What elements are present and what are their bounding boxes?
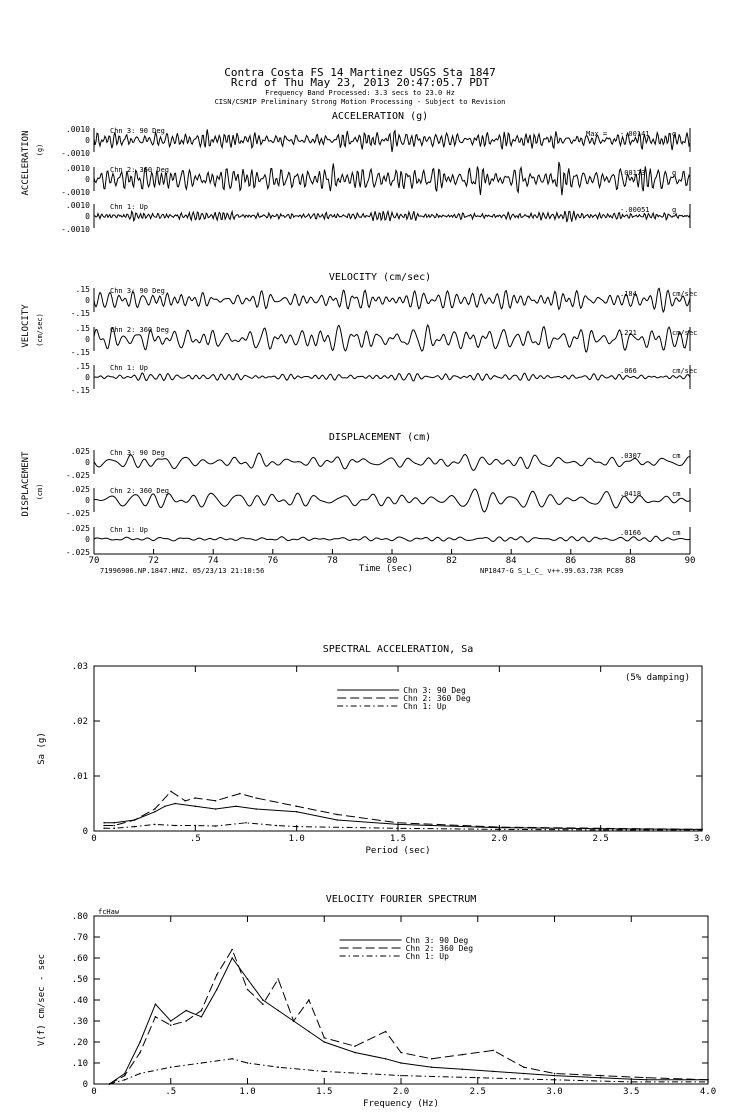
vel-title: VELOCITY (cm/sec) xyxy=(328,272,432,283)
series-2-point xyxy=(103,825,105,827)
disp-trace-1-peak: .0307 xyxy=(620,452,642,460)
series-2-point xyxy=(255,797,257,799)
series-2-point xyxy=(184,800,186,802)
header-record: Rcrd of Thu May 23, 2013 20:47:05.7 PDT xyxy=(230,76,490,89)
x-tick-label: 1.5 xyxy=(389,834,407,844)
disp-ylabel: DISPLACEMENT xyxy=(21,451,31,517)
x-tick-label: 2.0 xyxy=(392,1087,410,1097)
header-station: Contra Costa FS 14 Martinez USGS Sta 1847 xyxy=(224,66,496,79)
series-1-point xyxy=(308,1031,310,1033)
series-1-point xyxy=(600,1077,602,1079)
series-3-point xyxy=(201,1062,203,1064)
disp-trace-1-channel: Chn 3: 90 Deg xyxy=(110,449,165,457)
accel-trace-3-unit: g xyxy=(672,206,677,214)
disp-trace-3-ytop: .025 xyxy=(70,524,90,533)
accel-trace-3-peak: -.00051 xyxy=(620,206,650,214)
series-1-point xyxy=(255,808,257,810)
legend-label-2: Chn 2: 360 Deg xyxy=(405,944,474,953)
chart-frame xyxy=(94,916,708,1084)
chart-note: (5% damping) xyxy=(624,673,690,683)
series-3-point xyxy=(113,827,115,829)
series-1-point xyxy=(215,808,217,810)
series-2-point xyxy=(385,1031,387,1033)
accel-trace-3-ytop: .0010 xyxy=(65,201,90,210)
series-1-point xyxy=(231,957,233,959)
series-1-point xyxy=(397,824,399,826)
series-2-point xyxy=(354,1045,356,1047)
vel-trace-1-unit: cm/sec xyxy=(672,290,698,298)
disp-trace-3-peak: .0166 xyxy=(620,529,642,537)
series-2-point xyxy=(277,978,279,980)
y-tick-label: .50 xyxy=(71,975,88,985)
accel-trace-2-ymid: 0 xyxy=(85,175,90,184)
legend-label-3: Chn 1: Up xyxy=(405,952,449,961)
legend-label-1: Chn 3: 90 Deg xyxy=(405,936,469,945)
series-1-point xyxy=(462,1069,464,1071)
time-axis-tick-label: 70 xyxy=(88,556,100,566)
disp-trace-2-peak: .0418 xyxy=(620,490,642,498)
series-1-point xyxy=(185,1010,187,1012)
series-2-point xyxy=(247,989,249,991)
accel-trace-1-ytop: .0010 xyxy=(65,125,90,134)
series-1-point xyxy=(113,822,115,824)
x-tick-label: .5 xyxy=(189,834,201,844)
vel-trace-2-ymid: 0 xyxy=(85,335,90,344)
vel-trace-2-peak: .221 xyxy=(620,329,637,337)
series-2-point xyxy=(323,1037,325,1039)
time-axis-tick-label: 90 xyxy=(684,556,696,566)
series-2-point xyxy=(155,1016,157,1018)
series-2-point xyxy=(170,791,172,793)
series-2-point xyxy=(499,826,501,828)
x-tick-label: 1.0 xyxy=(239,1087,256,1097)
accel-trace-3-line xyxy=(94,211,690,222)
series-3-point xyxy=(170,1066,172,1068)
series-3-point xyxy=(276,825,278,827)
series-line-3 xyxy=(109,1059,708,1084)
series-2-point xyxy=(293,1020,295,1022)
vel-trace-2-unit: cm/sec xyxy=(672,329,698,337)
series-1-point xyxy=(103,822,105,824)
vel-trace-1-peak: .184 xyxy=(620,290,637,298)
series-2-point xyxy=(113,825,115,827)
series-2-point xyxy=(492,1050,494,1052)
series-1-point xyxy=(139,1041,141,1043)
time-axis-label: Time (sec) xyxy=(358,564,414,574)
accel-trace-2-peak: .00173 xyxy=(620,169,646,177)
time-axis-tick-label: 84 xyxy=(505,556,517,566)
x-tick-label: 2.5 xyxy=(592,834,609,844)
series-2-point xyxy=(239,793,241,795)
time-axis-tick-label: 86 xyxy=(565,556,577,566)
series-1-point xyxy=(354,1052,356,1054)
accel-max-prefix: Max = xyxy=(586,130,608,138)
series-2-point xyxy=(523,1066,525,1068)
header-band: Frequency Band Processed: 3.3 secs to 23.0 Hz xyxy=(265,89,455,97)
series-1-point xyxy=(385,1058,387,1060)
series-2-point xyxy=(600,827,602,829)
x-tick-label: 0 xyxy=(91,1087,97,1097)
series-3-point xyxy=(323,1071,325,1073)
disp-unit: (cm) xyxy=(36,483,44,501)
time-axis-tick-label: 78 xyxy=(326,556,338,566)
vel-trace-1-ybot: -.15 xyxy=(70,309,90,318)
time-axis-tick-label: 88 xyxy=(624,556,636,566)
series-2-point xyxy=(397,822,399,824)
series-3-point xyxy=(397,827,399,829)
vel-trace-1-ytop: .15 xyxy=(75,285,90,294)
accel-trace-3-ymid: 0 xyxy=(85,212,90,221)
series-2-point xyxy=(296,805,298,807)
disp-trace-2-ybot: -.025 xyxy=(65,509,90,518)
disp-trace-1-ybot: -.025 xyxy=(65,471,90,480)
series-1-point xyxy=(164,805,166,807)
series-2-point xyxy=(185,1020,187,1022)
disp-trace-2-unit: cm xyxy=(672,490,681,498)
y-tick-label: .20 xyxy=(71,1038,88,1048)
x-tick-label: 2.5 xyxy=(469,1087,486,1097)
series-1-point xyxy=(431,1066,433,1068)
accel-trace-1-channel: Chn 3: 90 Deg xyxy=(110,127,165,135)
time-history-traces xyxy=(61,125,697,557)
series-3-point xyxy=(195,825,197,827)
series-1-point xyxy=(323,1041,325,1043)
y-tick-label: .30 xyxy=(71,1017,88,1027)
series-3-point xyxy=(499,829,501,831)
x-tick-label: 4.0 xyxy=(699,1087,717,1097)
legend-label-3: Chn 1: Up xyxy=(403,702,447,711)
disp-trace-3-ybot: -.025 xyxy=(65,548,90,557)
series-1-point xyxy=(262,999,264,1001)
accel-trace-1-unit: g xyxy=(672,130,677,138)
series-3-point xyxy=(139,1073,141,1075)
series-2-point xyxy=(646,1077,648,1079)
accel-trace-2-ytop: .0010 xyxy=(65,164,90,173)
series-1-point xyxy=(170,1020,172,1022)
time-axis-tick-label: 82 xyxy=(446,556,458,566)
series-3-point xyxy=(103,827,105,829)
x-axis-label: Period (sec) xyxy=(365,846,431,856)
series-3-point xyxy=(296,826,298,828)
vel-trace-3-ymid: 0 xyxy=(85,373,90,382)
accel-trace-2-ybot: -.0010 xyxy=(61,188,90,197)
series-3-point xyxy=(231,1058,233,1060)
series-2-point xyxy=(201,1010,203,1012)
disp-trace-2-line xyxy=(94,489,690,512)
disp-trace-1-ytop: .025 xyxy=(70,447,90,456)
series-3-point xyxy=(600,829,602,831)
series-3-point xyxy=(215,825,217,827)
series-2-point xyxy=(262,1003,264,1005)
series-3-point xyxy=(245,822,247,824)
accel-trace-3-ybot: -.0010 xyxy=(61,225,90,234)
x-tick-label: 2.0 xyxy=(491,834,508,844)
y-axis-label: V(f) cm/sec - sec xyxy=(37,953,47,1047)
series-1-point xyxy=(154,811,156,813)
disp-trace-2-channel: Chn 2: 360 Deg xyxy=(110,487,170,495)
series-3-point xyxy=(707,1081,709,1083)
time-axis-tick-label: 74 xyxy=(207,556,219,566)
series-1-point xyxy=(277,1010,279,1012)
accel-trace-3-channel: Chn 1: Up xyxy=(110,203,148,211)
series-3-point xyxy=(701,829,703,831)
series-1-point xyxy=(247,978,249,980)
y-tick-label: 0 xyxy=(82,1080,88,1090)
vel-trace-2-channel: Chn 2: 360 Deg xyxy=(110,326,170,334)
series-1-point xyxy=(492,1071,494,1073)
series-2-point xyxy=(462,1054,464,1056)
disp-trace-1-line xyxy=(94,453,690,470)
vel-trace-3-line xyxy=(94,373,690,381)
series-1-point xyxy=(216,989,218,991)
chart-title: VELOCITY FOURIER SPECTRUM xyxy=(325,894,477,905)
y-tick-label: 0 xyxy=(82,827,88,837)
series-2-point xyxy=(170,1024,172,1026)
disp-trace-3-unit: cm xyxy=(672,529,681,537)
vel-trace-2-ytop: .15 xyxy=(75,324,90,333)
y-tick-label: .70 xyxy=(71,933,88,943)
accel-trace-2-line xyxy=(94,162,690,195)
time-axis-right-note: NP1847-G S_L_C_ v++.99.63.73R PC89 xyxy=(480,567,624,575)
series-3-point xyxy=(477,1077,479,1079)
series-1-point xyxy=(155,1003,157,1005)
chart-title: SPECTRAL ACCELERATION, Sa xyxy=(322,644,474,655)
time-axis-tick-label: 76 xyxy=(267,556,279,566)
accel-title: ACCELERATION (g) xyxy=(331,111,429,122)
y-tick-label: .80 xyxy=(71,912,88,922)
accel-trace-1-ybot: -.0010 xyxy=(61,149,90,158)
series-2-point xyxy=(134,819,136,821)
series-1-point xyxy=(646,1079,648,1081)
y-tick-label: .60 xyxy=(71,954,88,964)
disp-trace-3-channel: Chn 1: Up xyxy=(110,526,148,534)
series-1-point xyxy=(523,1073,525,1075)
series-1-point xyxy=(201,1016,203,1018)
series-1-point xyxy=(235,805,237,807)
legend-label-2: Chn 2: 360 Deg xyxy=(403,694,471,703)
series-2-point xyxy=(215,800,217,802)
disp-trace-1-ymid: 0 xyxy=(85,458,90,467)
y-tick-label: .10 xyxy=(71,1059,88,1069)
disp-trace-3-line xyxy=(94,536,690,542)
spectral-acceleration-chart xyxy=(37,644,710,856)
header-processing: CISN/CSMIP Preliminary Strong Motion Processing - Subject to Revision xyxy=(214,98,506,106)
series-2-point xyxy=(400,1052,402,1054)
series-3-point xyxy=(109,1083,111,1085)
series-2-point xyxy=(707,1079,709,1081)
time-axis-left-note: 71996906.NP.1847.HNZ. 05/23/13 21:10:56 xyxy=(100,567,265,575)
series-3-point xyxy=(174,825,176,827)
accel-ylabel: ACCELERATION xyxy=(21,130,31,196)
vel-trace-2-ybot: -.15 xyxy=(70,348,90,357)
vel-trace-3-ybot: -.15 xyxy=(70,386,90,395)
series-line-1 xyxy=(104,804,702,830)
series-2-point xyxy=(139,1052,141,1054)
legend-label-1: Chn 3: 90 Deg xyxy=(403,686,466,695)
series-1-point xyxy=(400,1062,402,1064)
y-tick-label: .03 xyxy=(71,662,88,672)
x-tick-label: 3.0 xyxy=(693,834,711,844)
x-tick-label: 3.0 xyxy=(546,1087,563,1097)
vel-trace-3-peak: .066 xyxy=(620,367,637,375)
vel-trace-2-line xyxy=(94,325,690,352)
series-line-1 xyxy=(109,958,708,1084)
time-axis-tick-label: 72 xyxy=(148,556,160,566)
series-3-point xyxy=(124,1079,126,1081)
series-1-point xyxy=(336,819,338,821)
series-2-point xyxy=(154,808,156,810)
series-3-point xyxy=(630,1081,632,1083)
velocity-fourier-spectrum-chart xyxy=(37,894,716,1109)
vel-trace-3-channel: Chn 1: Up xyxy=(110,364,148,372)
accel-trace-2-unit: g xyxy=(672,169,677,177)
series-2-point xyxy=(554,1073,556,1075)
vel-ylabel: VELOCITY xyxy=(21,304,31,348)
chart-corner-label: fcHaw xyxy=(98,908,120,916)
series-2-point xyxy=(308,999,310,1001)
x-tick-label: .5 xyxy=(165,1087,177,1097)
series-1-point xyxy=(554,1075,556,1077)
y-tick-label: .40 xyxy=(71,996,88,1006)
y-tick-label: .01 xyxy=(71,772,88,782)
accel-unit: (g) xyxy=(36,143,44,157)
series-3-point xyxy=(154,824,156,826)
vel-trace-1-line xyxy=(94,288,690,312)
x-tick-label: 0 xyxy=(91,834,97,844)
series-2-point xyxy=(231,949,233,951)
time-axis-tick-label: 80 xyxy=(386,556,398,566)
series-1-point xyxy=(174,803,176,805)
disp-trace-3-ymid: 0 xyxy=(85,535,90,544)
accel-trace-1-ymid: 0 xyxy=(85,136,90,145)
series-2-point xyxy=(195,797,197,799)
vel-trace-1-ymid: 0 xyxy=(85,296,90,305)
series-1-point xyxy=(195,805,197,807)
series-1-point xyxy=(296,811,298,813)
chart-frame xyxy=(94,666,702,831)
x-tick-label: 1.0 xyxy=(288,834,305,844)
accel-trace-1-peak: -.00141 xyxy=(620,130,650,138)
y-tick-label: .02 xyxy=(71,717,88,727)
series-3-point xyxy=(277,1066,279,1068)
series-line-2 xyxy=(104,791,702,829)
series-2-point xyxy=(431,1058,433,1060)
disp-trace-2-ytop: .025 xyxy=(70,485,90,494)
series-2-point xyxy=(124,1075,126,1077)
series-2-point xyxy=(336,814,338,816)
series-3-point xyxy=(134,826,136,828)
x-axis-label: Frequency (Hz) xyxy=(363,1099,439,1109)
series-2-point xyxy=(216,974,218,976)
series-2-point xyxy=(600,1075,602,1077)
vel-trace-3-unit: cm/sec xyxy=(672,367,698,375)
disp-trace-1-unit: cm xyxy=(672,452,681,460)
series-3-point xyxy=(400,1075,402,1077)
y-axis-label: Sa (g) xyxy=(37,732,47,765)
disp-title: DISPLACEMENT (cm) xyxy=(328,432,432,443)
vel-trace-1-channel: Chn 3: 90 Deg xyxy=(110,287,165,295)
series-3-point xyxy=(554,1079,556,1081)
disp-trace-2-ymid: 0 xyxy=(85,496,90,505)
series-3-point xyxy=(247,1062,249,1064)
accel-trace-2-channel: Chn 2: 360 Deg xyxy=(110,166,170,174)
x-tick-label: 3.5 xyxy=(623,1087,640,1097)
x-tick-label: 1.5 xyxy=(316,1087,333,1097)
vel-unit: (cm/sec) xyxy=(36,313,44,347)
vel-trace-3-ytop: .15 xyxy=(75,362,90,371)
